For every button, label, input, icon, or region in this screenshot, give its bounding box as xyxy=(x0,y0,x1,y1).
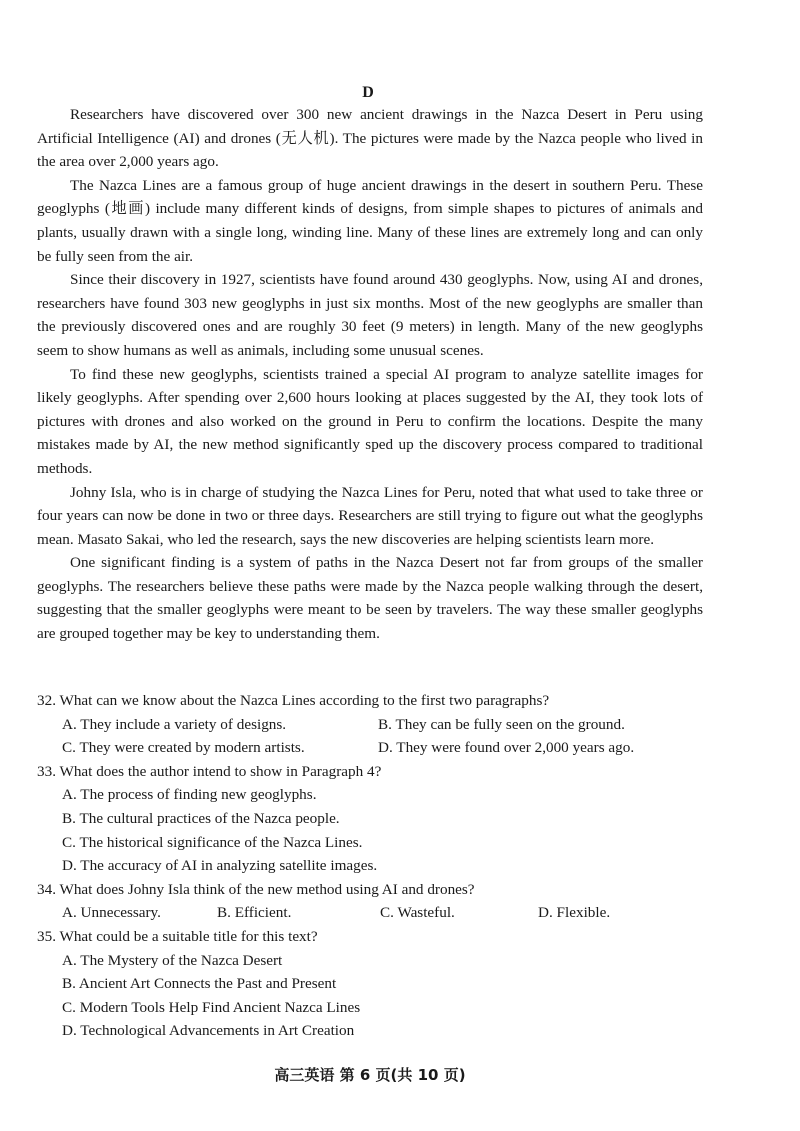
section-title: D xyxy=(362,84,374,101)
option-a: A. The Mystery of the Nazca Desert xyxy=(62,951,283,969)
option-b: B. The cultural practices of the Nazca people. xyxy=(62,809,340,827)
question-stem: 34. What does Johny Isla think of the new method using AI and drones? xyxy=(37,880,475,898)
question-34 xyxy=(37,878,703,925)
option-group xyxy=(62,949,703,1043)
option-d: D. They were found over 2,000 years ago. xyxy=(378,739,635,757)
option-a: A. The process of finding new geoglyphs. xyxy=(62,786,317,804)
option-group xyxy=(62,783,703,877)
reading-passage xyxy=(37,103,703,646)
page-footer: 高三英语 第 6 页(共 10 页) xyxy=(274,1066,466,1084)
option-c: C. Modern Tools Help Find Ancient Nazca Lines xyxy=(62,998,361,1016)
question-stem: 32. What can we know about the Nazca Lines according to the first two paragraphs? xyxy=(37,692,550,709)
question-stem: 35. What could be a suitable title for this text? xyxy=(37,927,318,945)
option-c: C. The historical significance of the Nazca Lines. xyxy=(62,833,363,851)
option-d: D. Technological Advancements in Art Creation xyxy=(62,1022,355,1040)
option-group xyxy=(62,713,703,760)
paragraph-2: The Nazca Lines are a famous group of huge ancient drawings in the desert in southern Peru. These geoglyphs (地画) include many different kinds of designs, from simple shapes to pictures of animals and plants, usually drawn with a single long, winding line. Many of these lines are extremely long and can only be fully seen from the air. xyxy=(37,176,703,265)
option-b: B. Ancient Art Connects the Past and Present xyxy=(62,975,337,993)
option-a: A. They include a variety of designs. xyxy=(62,715,287,733)
option-d: D. Flexible. xyxy=(538,904,611,922)
paragraph-3: Since their discovery in 1927, scientists have found around 430 geoglyphs. Now, using AI and drones, researchers have found 303 new geoglyphs in just six months. Most of the new geoglyphs are smaller than the previously discovered ones and are roughly 30 feet (9 meters) in length. Many of the new geoglyphs seem to show humans as well as animals, including some unusual scenes. xyxy=(37,271,703,359)
paragraph-1: Researchers have discovered over 300 new ancient drawings in the Nazca Desert in Peru using Artificial Intelligence (AI) and drones (无人机). The pictures were made by the Nazca people who lived in the area over 2,000 years ago. xyxy=(37,106,703,171)
question-33 xyxy=(37,760,703,878)
option-a: A. Unnecessary. xyxy=(62,904,161,922)
question-35 xyxy=(37,925,703,1043)
option-c: C. They were created by modern artists. xyxy=(62,739,305,757)
question-list xyxy=(37,689,703,1043)
option-b: B. Efficient. xyxy=(217,904,292,922)
question-32 xyxy=(37,689,703,760)
paragraph-4: To find these new geoglyphs, scientists trained a special AI program to analyze satellite images for likely geoglyphs. After spending over 2,600 hours looking at places suggested by the AI, they took lots of pictures with drones and also worked on the ground in Peru to confirm the locations. Despite the many mistakes made by AI, the new method significantly sped up the discovery process compared to traditional methods. xyxy=(37,365,703,477)
question-stem: 33. What does the author intend to show in Paragraph 4? xyxy=(37,762,382,780)
option-c: C. Wasteful. xyxy=(380,904,455,922)
option-group xyxy=(62,901,703,925)
paragraph-5: Johny Isla, who is in charge of studying the Nazca Lines for Peru, noted that what used to take three or four years can now be done in two or three days. Researchers are still trying to figure out what the geoglyphs mean. Masato Sakai, who led the research, says the new discoveries are helping scientists learn more. xyxy=(37,483,703,548)
paragraph-6: One significant finding is a system of paths in the Nazca Desert not far from groups of the smaller geoglyphs. The researchers believe these paths were made by the Nazca people walking through the desert, suggesting that the smaller geoglyphs were meant to be seen by travelers. The way these smaller geoglyphs are grouped together may be key to understanding them. xyxy=(37,554,703,643)
option-b: B. They can be fully seen on the ground. xyxy=(378,715,625,733)
option-d: D. The accuracy of AI in analyzing satellite images. xyxy=(62,857,378,875)
